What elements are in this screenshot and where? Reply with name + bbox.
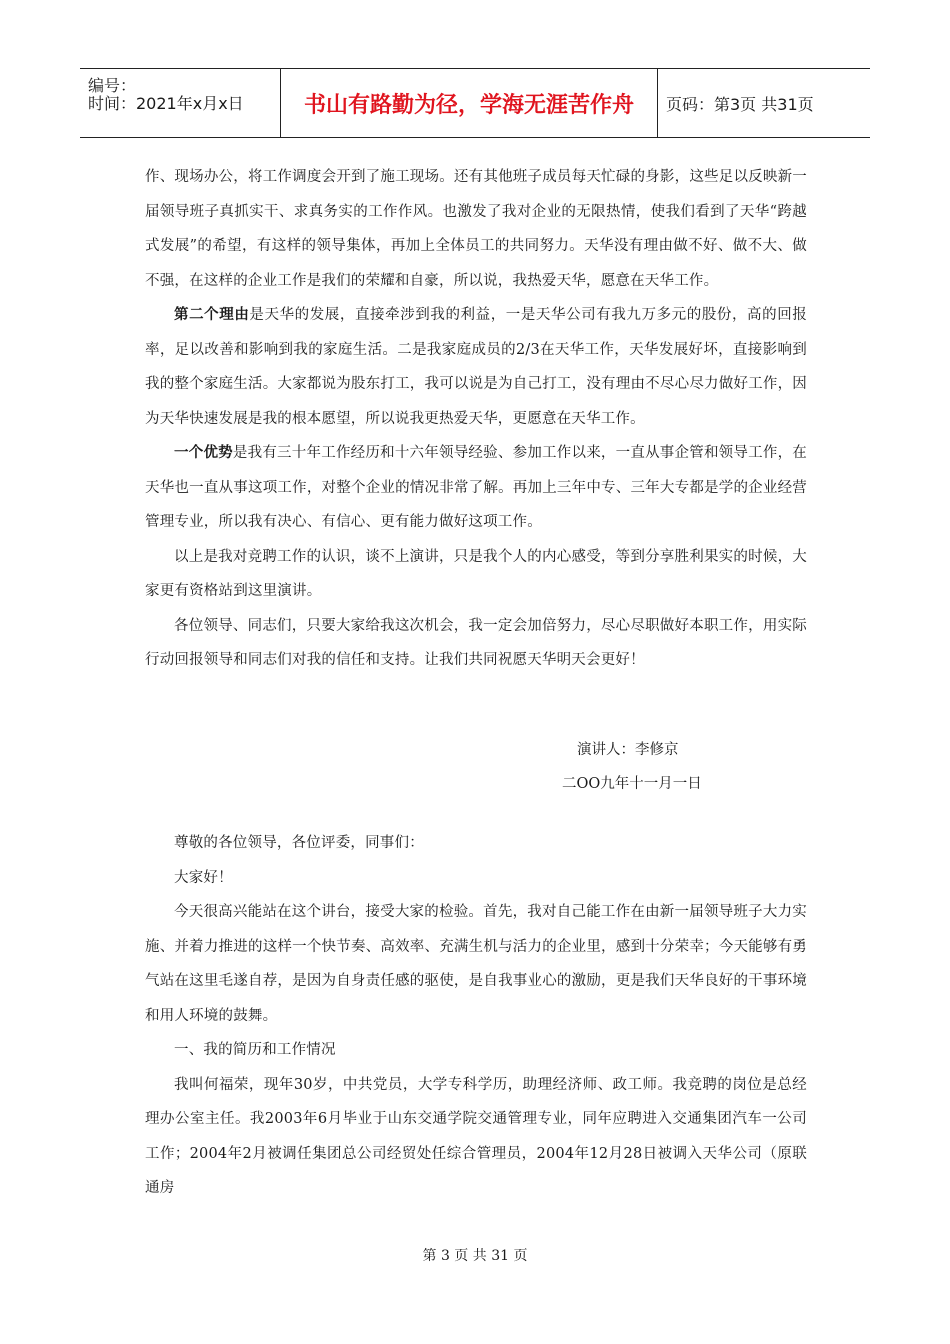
greeting: 尊敬的各位领导，各位评委，同事们： (174, 835, 424, 851)
header-meta (80, 69, 281, 137)
paragraph: 作、现场办公，将工作调度会开到了施工现场。还有其他班子成员每天忙碌的身影，这些足以反映新一届领导班子真抓实干、求真务实的工作作风。也激发了我对企业的无限热情，使我们看到了天华“跨越式发展”的希望，有这样的领导集体，再加上全体员工的共同努力。天华没有理由做不好、做不大、做不强，在这样的企业工作是我们的荣耀和自豪，所以说，我热爱天华，愿意在天华工作。 (145, 169, 807, 289)
paragraph-text: 是我有三十年工作经历和十六年领导经验、参加工作以来，一直从事企管和领导工作，在天华也一直从事这项工作，对整个企业的情况非常了解。再加上三年中专、三年大专都是学的企业经营管理专业，所以我有决心、有信心、更有能力做好这项工作。 (145, 445, 807, 530)
section-2 (145, 826, 807, 1206)
paragraph: 各位领导、同志们，只要大家给我这次机会，我一定会加倍努力，尽心尽职做好本职工作，用实际行动回报领导和同志们对我的信任和支持。让我们共同祝愿天华明天会更好！ (145, 617, 807, 668)
hello: 大家好！ (174, 869, 233, 886)
paragraph: 我叫何福荣，现年30岁，中共党员，大学专科学历，助理经济师、政工师。我竞聘的岗位是总经理办公室主任。我2003年6月毕业于山东交通学院交通管理专业，同年应聘进入交通集团汽车一公司工作；2004年2月被调任集团总公司经贸处任综合管理员，2004年12月28日被调入天华公司（原联通房 (145, 1076, 807, 1196)
page-header (80, 68, 870, 138)
date-label: 时间：2021年x月x日 (88, 94, 244, 113)
speaker-signature: 演讲人：李修京 (577, 742, 679, 758)
paragraph: 今天很高兴能站在这个讲台，接受大家的检验。首先，我对自己能工作在由新一届领导班子大力实施、并着力推进的这样一个快节奏、高效率、充满生机与活力的企业里，感到十分荣幸；今天能够有勇气站在这里毛遂自荐，是因为自身责任感的驱使，是自我事业心的激励，更是我们天华良好的干事环境和用人环境的鼓舞。 (145, 904, 807, 1024)
bold-lead: 第二个理由 (174, 307, 250, 323)
bold-lead: 一个优势 (174, 445, 233, 461)
paragraph (145, 298, 807, 436)
paragraph-text: 是天华的发展，直接牵涉到我的利益，一是天华公司有我九万多元的股份，高的回报率，足以改善和影响到我的家庭生活。二是我家庭成员的2/3在天华工作，天华发展好坏，直接影响到我的整个家庭生活。大家都说为股东打工，我可以说是为自己打工，没有理由不尽心尽力做好工作，因为天华快速发展是我的根本愿望，所以说我更热爱天华，更愿意在天华工作。 (145, 307, 807, 427)
page-footer: 第 3 页 共 31 页 (422, 1248, 528, 1264)
paragraph (145, 436, 807, 540)
code-label: 编号： (88, 76, 137, 95)
paragraph: 以上是我对竞聘工作的认识，谈不上演讲，只是我个人的内心感受，等到分享胜利果实的时候，大家更有资格站到这里演讲。 (145, 548, 807, 599)
section-heading: 一、我的简历和工作情况 (174, 1042, 336, 1058)
header-page-info: 页码：第3页 共31页 (666, 94, 814, 114)
speech-date: 二OO九年十一月一日 (562, 776, 702, 792)
header-motto: 书山有路勤为径，学海无涯苦作舟 (281, 69, 658, 137)
section-1 (145, 160, 807, 678)
